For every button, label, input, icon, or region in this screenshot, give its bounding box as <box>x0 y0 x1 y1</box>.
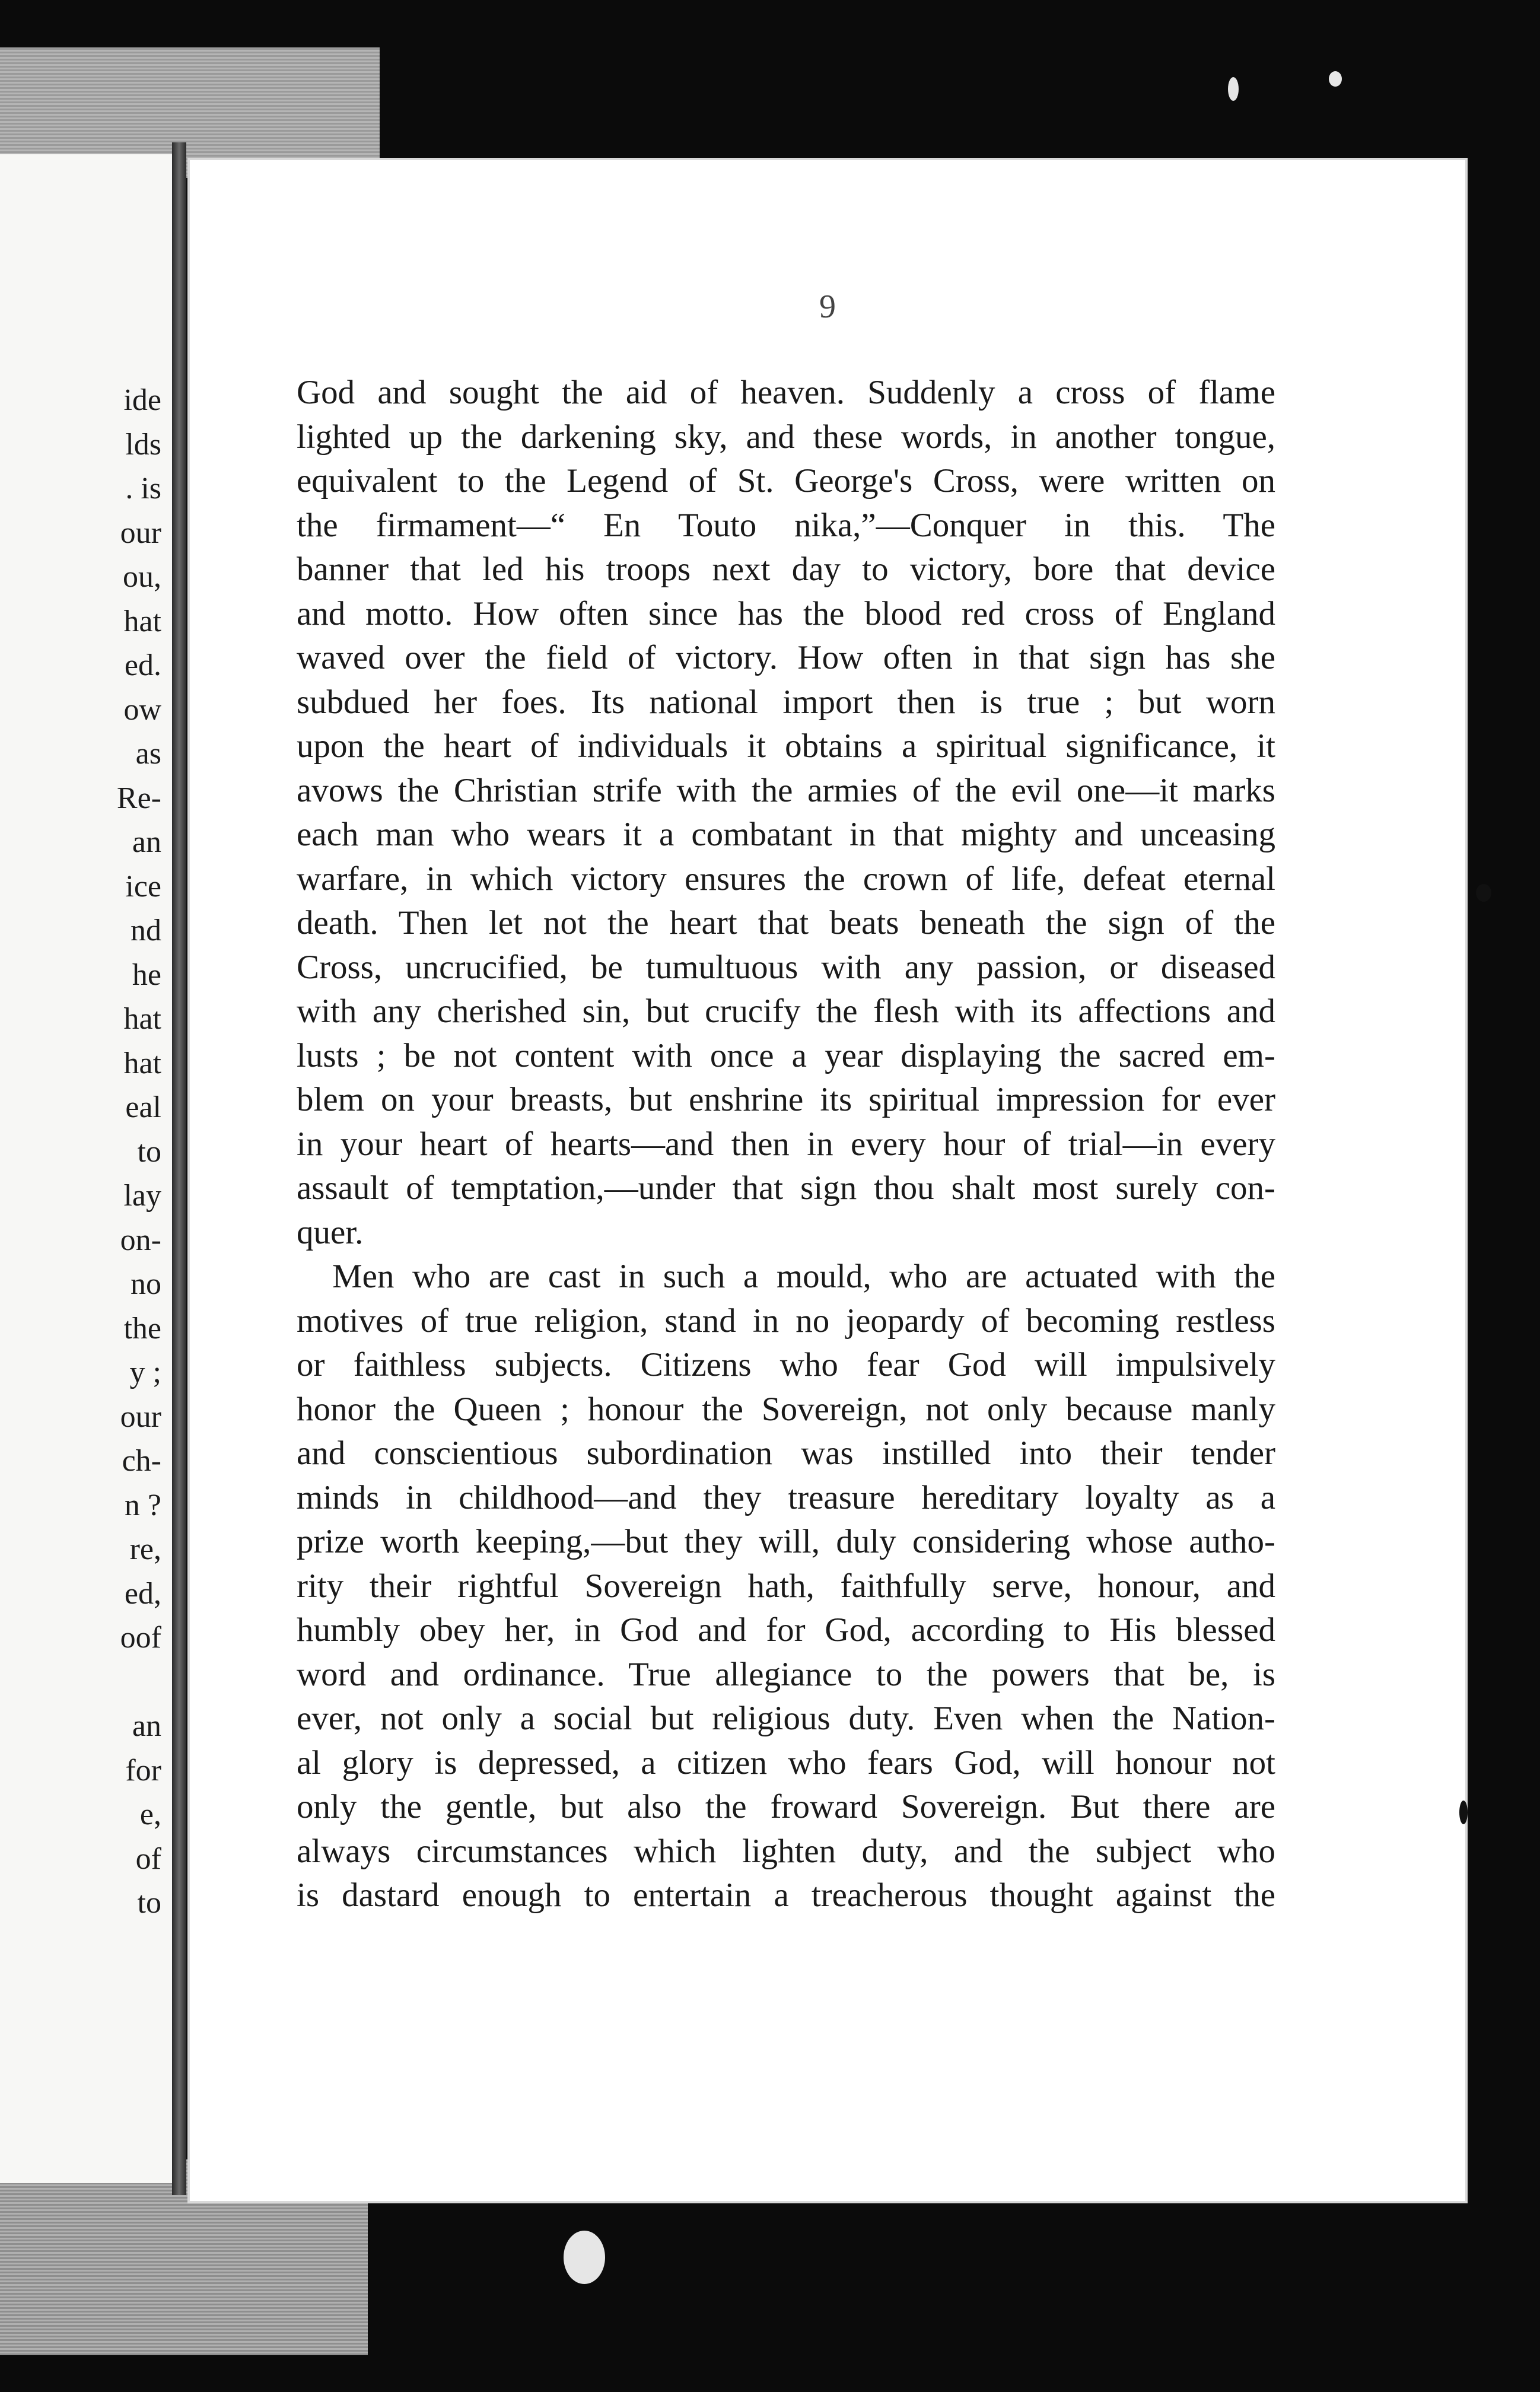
left-page-fragment: ow <box>123 692 161 727</box>
left-page-fragment: of <box>135 1841 161 1876</box>
text-line: blem on your breasts, but enshrine its spiritual impression for ever <box>297 1081 1275 1118</box>
text-line: lighted up the darkening sky, and these words, in another tongue, <box>297 418 1275 456</box>
scan-blot <box>1329 71 1342 87</box>
text-line: lusts ; be not content with once a year displaying the sacred em- <box>297 1036 1275 1074</box>
text-line: always circumstances which lighten duty, and the subject who <box>297 1832 1275 1870</box>
text-line: equivalent to the Legend of St. George's Cross, were written on <box>297 462 1275 500</box>
text-line: prize worth keeping,—but they will, duly considering whose autho- <box>297 1523 1275 1560</box>
left-page-fragment: an <box>132 825 161 859</box>
left-page-fragment: y ; <box>129 1356 161 1389</box>
text-line: upon the heart of individuals it obtains a spiritual significance, it <box>297 727 1275 765</box>
text-line: and conscientious subordination was instilled into their tender <box>297 1434 1275 1472</box>
left-page-fragment: to <box>137 1886 161 1920</box>
left-page-fragment: lds <box>125 427 161 462</box>
left-page-fragment: no <box>131 1267 161 1301</box>
text-line: quer. <box>297 1213 364 1251</box>
text-line: Men who are cast in such a mould, who are actuated with the <box>332 1258 1275 1295</box>
scan-speck <box>1459 1801 1468 1824</box>
left-page-fragment: ed. <box>124 648 161 682</box>
text-line: ever, not only a social but religious duty. Even when the Nation- <box>297 1700 1275 1737</box>
left-page-fragment: re, <box>129 1532 161 1566</box>
left-page-fragment: hat <box>123 1046 161 1080</box>
left-page-fragment: ed, <box>124 1576 161 1611</box>
text-line: with any cherished sin, but crucify the flesh with its affections and <box>297 993 1275 1030</box>
left-page-fragment: to <box>137 1134 161 1169</box>
left-page-fragment: ide <box>123 383 161 417</box>
text-line: waved over the field of victory. How often in that sign has she <box>297 639 1275 676</box>
left-page-fragment: ice <box>125 869 161 904</box>
left-page-fragment: an <box>132 1709 161 1743</box>
left-page-fragment: our <box>120 1399 161 1434</box>
left-page-fragment: eal <box>125 1090 161 1124</box>
left-page-fragment: n ? <box>124 1488 161 1522</box>
text-line: only the gentle, but also the froward Sovereign. But there are <box>297 1788 1275 1825</box>
text-line: the firmament—“ En Touto nika,”—Conquer in this. The <box>297 506 1275 544</box>
left-page-fragment: ch- <box>122 1444 161 1478</box>
left-facing-page <box>0 154 172 2183</box>
left-page-fragment: Re- <box>116 781 161 815</box>
text-line: each man who wears it a combatant in that mighty and unceasing <box>297 816 1275 853</box>
text-line: in your heart of hearts—and then in every hour of trial—in every <box>297 1125 1275 1163</box>
text-line: subdued her foes. Its national import then is true ; but worn <box>297 683 1275 721</box>
text-line: Cross, uncrucified, be tumultuous with any passion, or diseased <box>297 948 1275 986</box>
left-page-fragment: our <box>120 516 161 550</box>
left-page-fragment: hat <box>123 1002 161 1036</box>
scan-blot <box>564 2231 605 2284</box>
text-line: rity their rightful Sovereign hath, faithfully serve, honour, and <box>297 1567 1275 1605</box>
left-page-fragment: ou, <box>123 560 161 594</box>
scan-blot <box>1228 77 1239 101</box>
text-line: banner that led his troops next day to victory, bore that device <box>297 551 1275 588</box>
text-line: and motto. How often since has the blood red cross of England <box>297 594 1275 632</box>
page-gutter <box>172 142 186 2195</box>
document-page <box>190 160 1465 2201</box>
text-line: humbly obey her, in God and for God, according to His blessed <box>297 1611 1275 1649</box>
text-line: God and sought the aid of heaven. Suddenly a cross of flame <box>297 374 1275 411</box>
left-page-fragment: . is <box>125 472 161 505</box>
left-page-fragment: lay <box>123 1179 161 1213</box>
left-page-fragment: for <box>125 1753 161 1787</box>
left-page-fragment: the <box>123 1311 161 1346</box>
scan-speck <box>1476 884 1491 902</box>
text-line: honor the Queen ; honour the Sovereign, not only because manly <box>297 1390 1275 1428</box>
left-page-fragment: oof <box>120 1621 161 1655</box>
page-number: 9 <box>819 288 836 325</box>
left-page-fragment: he <box>132 958 161 992</box>
text-line: motives of true religion, stand in no jeopardy of becoming restless <box>297 1302 1275 1340</box>
left-page-fragment: e, <box>139 1798 161 1831</box>
text-line: word and ordinance. True allegiance to the powers that be, is <box>297 1655 1275 1693</box>
text-line: warfare, in which victory ensures the crown of life, defeat eternal <box>297 860 1275 898</box>
text-line: or faithless subjects. Citizens who fear God will impulsively <box>297 1346 1275 1383</box>
text-line: avows the Christian strife with the armies of the evil one—it marks <box>297 771 1275 809</box>
left-page-fragment: as <box>135 737 161 771</box>
left-page-fragment: on- <box>120 1223 161 1257</box>
text-line: is dastard enough to entertain a treacherous thought against the <box>297 1876 1275 1914</box>
text-line: al glory is depressed, a citizen who fears God, will honour not <box>297 1744 1275 1782</box>
text-line: minds in childhood—and they treasure hereditary loyalty as a <box>297 1478 1275 1516</box>
text-line: assault of temptation,—under that sign thou shalt most surely con- <box>297 1169 1275 1207</box>
left-page-fragment: hat <box>123 604 161 638</box>
left-page-fragment: nd <box>131 914 161 947</box>
text-line: death. Then let not the heart that beats beneath the sign of the <box>297 904 1275 941</box>
